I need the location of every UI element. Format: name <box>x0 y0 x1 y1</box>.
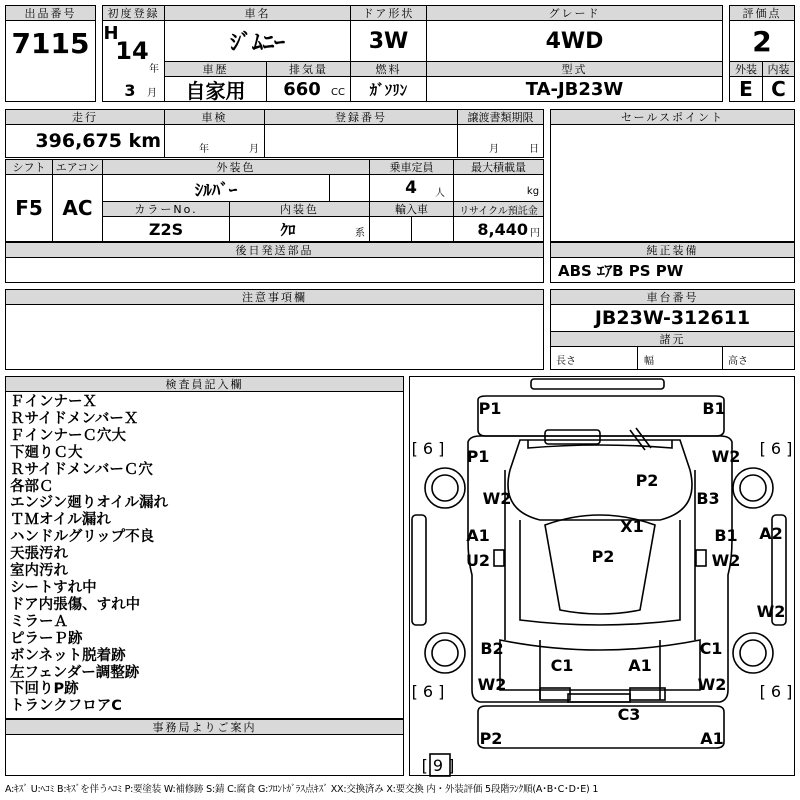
diagram-mark-rear-bumper-right: A1 <box>700 729 724 748</box>
diagram-mark-windshield: X1 <box>620 517 644 536</box>
color-number-value: Z2S <box>148 219 184 239</box>
diagram-mark-tire-fr: [ 6 ] <box>759 439 793 458</box>
inspection-label: 車検 <box>164 109 265 125</box>
history-label: 車歴 <box>164 61 267 77</box>
aircon-label: エアコン <box>52 159 103 175</box>
fuel-label: 燃料 <box>350 61 427 77</box>
registration-number-label: 登録番号 <box>264 109 458 125</box>
inspector-note-9: ハンドルグリップ不良 <box>10 529 155 546</box>
recycle-deposit-label: リサイクル預託金 <box>453 201 544 217</box>
inspector-note-18: 下回りP跡 <box>10 681 79 698</box>
inspector-note-13: ドア内張傷、すれ中 <box>10 596 141 613</box>
lot-number-label: 出品番号 <box>5 5 96 21</box>
diagram-mark-r-front-bottom: B3 <box>696 489 720 508</box>
displacement-unit: CC <box>331 86 345 98</box>
diagram-mark-roof: P2 <box>591 547 615 566</box>
year-value: 14 <box>115 37 149 65</box>
inspector-note-11: 室内汚れ <box>10 563 68 580</box>
diagram-mark-rear-right: A1 <box>628 656 652 675</box>
interior-label: 内装 <box>762 61 795 77</box>
diagram-mark-tire-rr: [ 6 ] <box>759 682 793 701</box>
equipment-label: 純正装備 <box>550 242 795 258</box>
height-label: 高さ <box>728 355 748 367</box>
history-value: 自家用 <box>185 78 246 103</box>
equipment-value: ABS ｴｱB PS PW <box>558 261 684 280</box>
month-value: 3 <box>124 80 136 100</box>
diagram-mark-l-front-bottom: W2 <box>482 489 512 508</box>
diagram-mark-l-rear-top: B2 <box>480 639 504 658</box>
chassis-number-label: 車台番号 <box>550 289 795 305</box>
month-unit: 月 <box>147 87 157 99</box>
diagram-mark-r-door-top: B1 <box>714 526 738 545</box>
grade-label: グレード <box>426 5 723 21</box>
diagram-mark-spare: [ 9 ] <box>421 756 455 775</box>
model-code-value: TA-JB23W <box>525 78 624 100</box>
score-value: 2 <box>752 24 772 58</box>
interior-value: C <box>771 77 786 101</box>
inspector-note-2: ＲサイドメンバーＸ <box>10 410 139 427</box>
door-type-label: ドア形状 <box>350 5 427 21</box>
recycle-deposit-value: 8,440 <box>477 219 528 239</box>
inspector-note-17: 左フェンダー調整跡 <box>10 664 140 681</box>
inspector-note-3: ＦインナーＣ穴大 <box>10 427 126 444</box>
diagram-mark-rear-bumper-left: P2 <box>479 729 503 748</box>
diagram-mark-r-rear-bottom: W2 <box>697 675 727 694</box>
specs-label: 諸元 <box>550 331 795 347</box>
diagram-mark-tire-fl: [ 6 ] <box>411 439 445 458</box>
inspector-note-6: 各部Ｃ <box>10 478 54 495</box>
diagram-mark-l-door-bottom: U2 <box>465 551 491 570</box>
diagram-mark-l-front-top: P1 <box>466 447 490 466</box>
transfer-deadline-label: 譲渡書類期限 <box>457 109 544 125</box>
length-label: 長さ <box>556 355 576 367</box>
inspector-note-12: シートすれ中 <box>10 579 97 596</box>
interior-color-label: 内装色 <box>229 201 370 217</box>
model-code-label: 型式 <box>426 61 723 77</box>
caution-label: 注意事項欄 <box>5 289 544 305</box>
inspector-note-5: ＲサイドメンバーＣ穴 <box>10 461 153 478</box>
import-label: 輸入車 <box>369 201 454 217</box>
inspector-note-4: 下廻りＣ大 <box>10 444 83 461</box>
inspector-note-14: ミラーＡ <box>10 613 68 630</box>
diagram-mark-l-door-top: A1 <box>466 526 490 545</box>
width-label: 幅 <box>644 355 654 367</box>
era-value: H <box>103 22 119 44</box>
exterior-color-label: 外装色 <box>102 159 370 175</box>
exterior-color-value: ｼﾙﾊﾞｰ <box>194 180 238 201</box>
model-name-label: 車名 <box>164 5 351 21</box>
inspection-month-unit: 月 <box>249 143 259 155</box>
inspector-note-1: ＦインナーＸ <box>10 394 97 410</box>
capacity-unit: 人 <box>435 187 445 199</box>
damage-legend: A:ｷｽﾞ U:ﾍｺﾐ B:ｷｽﾞを伴うﾍｺﾐ P:要塗装 W:補修跡 S:錆 C:腐食 G:ﾌﾛﾝﾄｶﾞﾗｽ点ｷｽﾞ XX:交換済み X:要交換 内・外装評価 5段階ﾗﾝｸ順(A･B･C･D･E) 1 <box>5 784 599 795</box>
chassis-number-value: JB23W-312611 <box>594 307 751 329</box>
lot-number-value: 7115 <box>11 26 90 60</box>
diagram-mark-hood: P2 <box>635 471 659 490</box>
office-notice-label: 事務局よりご案内 <box>5 719 404 735</box>
inspector-note-10: 天張汚れ <box>10 546 68 563</box>
exterior-label: 外装 <box>729 61 763 77</box>
capacity-label: 乗車定員 <box>369 159 454 175</box>
later-parts-label: 後日発送部品 <box>5 242 544 258</box>
inspector-note-16: ボンネット脱着跡 <box>10 647 126 664</box>
year-unit: 年 <box>149 63 159 75</box>
transfer-month-unit: 月 <box>489 143 499 155</box>
diagram-mark-r-front-top: W2 <box>711 447 741 466</box>
diagram-mark-r-door-bottom: W2 <box>711 551 741 570</box>
grade-value: 4WD <box>545 28 604 54</box>
mileage-value: 396,675 km <box>35 130 161 152</box>
sales-point-label: セールスポイント <box>550 109 795 125</box>
diagram-mark-r-side-top: A2 <box>759 524 783 543</box>
mileage-label: 走行 <box>5 109 165 125</box>
door-type-value: 3W <box>368 28 409 54</box>
displacement-label: 排気量 <box>266 61 351 77</box>
inspector-note-8: ＴＭオイル漏れ <box>10 512 111 529</box>
inspector-note-7: エンジン廻りオイル漏れ <box>10 495 169 512</box>
shift-label: シフト <box>5 159 53 175</box>
diagram-mark-r-rear-top: C1 <box>699 639 723 658</box>
exterior-value: E <box>739 77 753 101</box>
displacement-value: 660 <box>283 78 321 100</box>
max-load-unit: kg <box>526 185 540 197</box>
diagram-mark-front-left: P1 <box>478 399 502 418</box>
first-registration-label: 初度登録 <box>102 5 165 21</box>
inspection-year-unit: 年 <box>199 143 209 155</box>
capacity-value: 4 <box>405 178 417 198</box>
transfer-day-unit: 日 <box>529 143 539 155</box>
diagram-mark-tire-rl: [ 6 ] <box>411 682 445 701</box>
aircon-value: AC <box>62 196 93 220</box>
inspector-note-15: ピラーＰ跡 <box>10 630 83 647</box>
max-load-label: 最大積載量 <box>453 159 544 175</box>
diagram-mark-r-side-bottom: W2 <box>756 602 786 621</box>
score-label: 評価点 <box>729 5 795 21</box>
shift-value: F5 <box>15 196 43 220</box>
diagram-mark-rear-left: C1 <box>550 656 574 675</box>
color-number-label: カラーNo. <box>102 201 230 217</box>
diagram-mark-tailgate: C3 <box>617 705 641 724</box>
model-name-value: ｼﾞﾑﾆｰ <box>229 30 285 56</box>
diagram-mark-front-right: B1 <box>702 399 726 418</box>
inspector-note-19: トランクフロアC <box>10 698 122 715</box>
interior-color-unit: 系 <box>355 227 365 239</box>
fuel-value: ｶﾞｿﾘﾝ <box>369 80 408 99</box>
interior-color-value: ｸﾛ <box>280 220 296 239</box>
inspector-notes-label: 検査員記入欄 <box>5 376 404 392</box>
diagram-mark-l-rear-bottom: W2 <box>477 675 507 694</box>
recycle-deposit-unit: 円 <box>530 227 540 239</box>
